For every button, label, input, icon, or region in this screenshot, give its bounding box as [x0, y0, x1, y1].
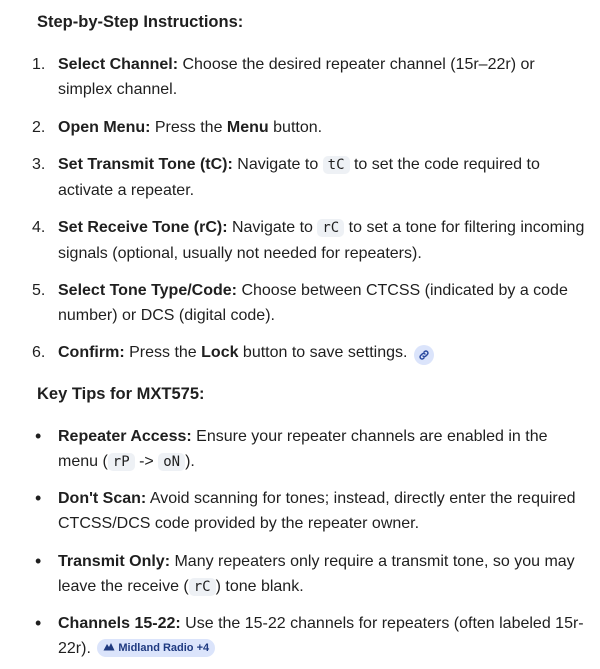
step-number: 2. — [32, 119, 46, 136]
steps-heading: Step-by-Step Instructions: — [37, 13, 244, 31]
step-text: Choose the desired repeater channel (15r–22r) or simplex channel. — [58, 56, 535, 98]
source-chip[interactable] — [97, 639, 215, 657]
bullet: • — [35, 426, 42, 446]
step-item — [32, 115, 588, 140]
tip-text: Use the 15-22 channels for repeaters (often labeled 15r-22r). — [58, 615, 584, 657]
step-number: 3. — [32, 156, 46, 173]
inline-code: oN — [158, 453, 185, 471]
step-text: button to save settings. — [238, 344, 408, 361]
tip-item — [35, 611, 588, 661]
tip-title: Transmit Only: — [58, 553, 171, 570]
tips-heading: Key Tips for MXT575: — [37, 385, 205, 403]
step-title: Select Channel: — [58, 56, 179, 73]
step-title: Confirm: — [58, 344, 125, 361]
step-item — [32, 215, 588, 266]
tip-text: Many repeaters only require a transmit tone, so you may leave the receive ( — [58, 553, 575, 595]
tip-item — [35, 486, 588, 536]
step-text: Navigate to — [232, 156, 323, 173]
step-text: Press the — [150, 119, 227, 136]
inline-code: rP — [108, 453, 135, 471]
mountain-icon — [103, 639, 115, 657]
inline-code: rC — [189, 578, 216, 596]
tip-item — [35, 424, 588, 475]
step-title: Select Tone Type/Code: — [58, 282, 237, 299]
step-text: Navigate to — [227, 219, 318, 236]
step-text: to set a tone for filtering incoming signals (optional, usually not needed for repeaters). — [58, 219, 585, 262]
step-item — [32, 152, 588, 203]
step-number: 6. — [32, 344, 46, 361]
tip-text: ) tone blank. — [215, 578, 304, 595]
step-number: 5. — [32, 282, 46, 299]
inline-code: tC — [323, 156, 350, 174]
tip-text: ). — [185, 453, 195, 470]
step-number: 4. — [32, 219, 46, 236]
tip-title: Channels 15-22: — [58, 615, 181, 632]
link-icon[interactable] — [414, 345, 434, 365]
tip-text: Ensure your repeater channels are enabled in the menu ( — [58, 428, 548, 470]
tip-text: -> — [134, 453, 159, 470]
bullet: • — [35, 613, 42, 633]
bullet: • — [35, 551, 42, 571]
step-text: Choose between CTCSS (indicated by a code number) or DCS (digital code). — [58, 282, 568, 324]
tip-title: Don't Scan: — [58, 490, 147, 507]
tip-title: Repeater Access: — [58, 428, 192, 445]
tip-item — [35, 549, 588, 600]
step-text: button. — [268, 119, 323, 136]
menu-button-label: Menu — [226, 119, 269, 136]
step-title: Set Receive Tone (rC): — [58, 219, 228, 236]
inline-code: rC — [317, 219, 344, 237]
step-number: 1. — [32, 56, 46, 73]
source-chip-label: Midland Radio +4 — [118, 642, 210, 654]
step-item — [32, 52, 588, 102]
step-text: Press the — [124, 344, 202, 361]
bullet: • — [35, 488, 42, 508]
step-title: Open Menu: — [58, 119, 151, 136]
step-title: Set Transmit Tone (tC): — [58, 156, 233, 173]
tip-text: Avoid scanning for tones; instead, directly enter the required CTCSS/DCS code provided by the repeater owner. — [58, 490, 576, 532]
step-item — [32, 340, 588, 365]
step-text: to set the code required to activate a repeater. — [58, 156, 540, 199]
step-item — [32, 278, 588, 328]
lock-button-label: Lock — [201, 344, 239, 361]
